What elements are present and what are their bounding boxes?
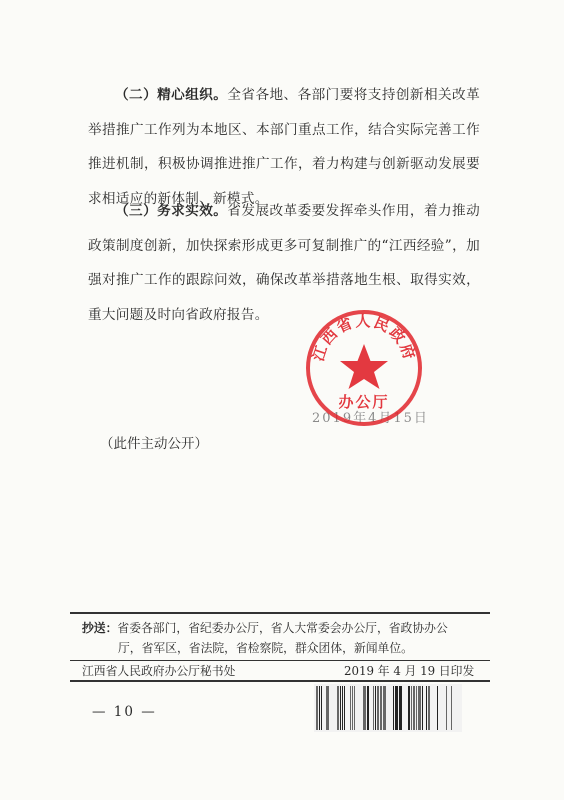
svg-text:办公厅: 办公厅 — [338, 393, 390, 411]
divider — [70, 680, 490, 682]
cc-label: 抄送： — [82, 621, 118, 635]
paragraph-heading: （二）精心组织。 — [115, 87, 228, 103]
paragraph-heading: （三）务求实效。 — [115, 203, 228, 219]
barcode-icon — [314, 684, 462, 732]
public-note: （此件主动公开） — [100, 436, 208, 452]
divider — [70, 612, 490, 614]
paragraph-text: 全省各地、各部门要将支持创新相关改革举措推广工作列为本地区、本部门重点工作，结合实际完善工作推进机制，积极协调推进推广工作，着力构建与创新驱动发展要求相适应的新体制、新模式。 — [88, 87, 480, 207]
print-date: 2019 年 4 月 19 日印发 — [344, 664, 475, 678]
divider — [70, 660, 490, 661]
svg-text:江西省人民政府: 江西省人民政府 — [309, 312, 419, 364]
cc-list — [82, 618, 482, 658]
paragraph-text: 省发展改革委要发挥牵头作用，着力推动政策制度创新，加快探索形成更多可复制推广的“江西经验”，加强对推广工作的跟踪问效，确保改革举措落地生根、取得实效，重大问题及时向省政府报告。 — [88, 203, 480, 323]
seal-star-icon — [340, 344, 388, 389]
cc-line-1: 省委各部门，省纪委办公厅，省人大常委会办公厅，省政协办公 — [117, 621, 448, 635]
signature-date: 2019年4月15日 — [312, 411, 429, 426]
issuer: 江西省人民政府办公厅秘书处 — [82, 664, 236, 678]
official-seal — [302, 306, 426, 430]
page-number: — 10 — — [92, 704, 157, 720]
cc-line-2: 厅，省军区，省法院，省检察院，群众团体，新闻单位。 — [118, 641, 413, 655]
